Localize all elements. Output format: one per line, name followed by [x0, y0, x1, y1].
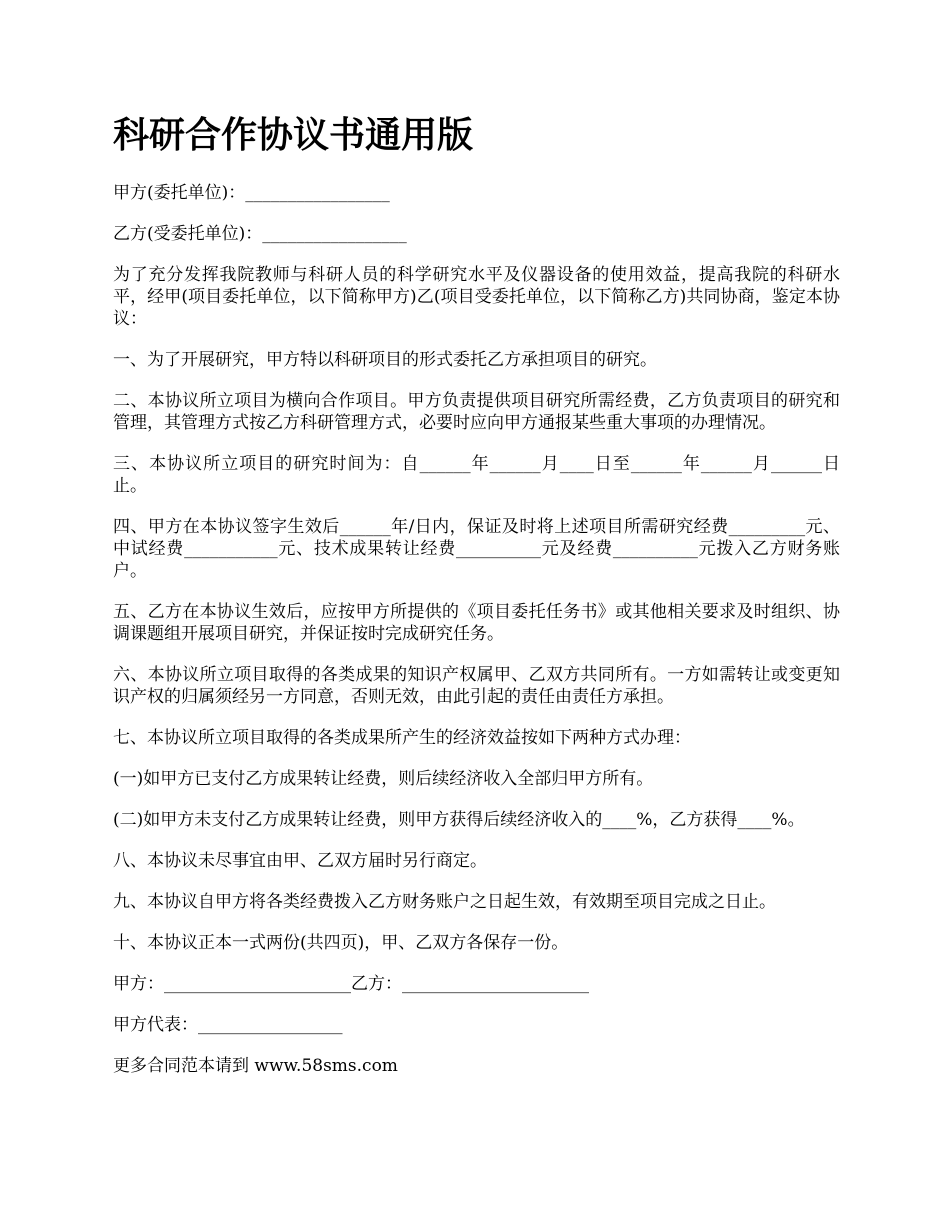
footer-link-text: 更多合同范本请到 www.58sms.com: [113, 1056, 398, 1076]
clause-7-item-2: (二)如甲方未支付乙方成果转让经费，则甲方获得后续经济收入的____%，乙方获得____%。: [113, 810, 805, 830]
clause-3: 三、本协议所立项目的研究时间为：自______年______月____日至______年______月______日止。: [113, 454, 840, 496]
clause-2: 二、本协议所立项目为横向合作项目。甲方负责提供项目研究所需经费，乙方负责项目的研究和管理，其管理方式按乙方科研管理方式，必要时应向甲方通报某些重大事项的办理情况。: [113, 391, 840, 433]
party-a-line: 甲方(委托单位)：_________________: [113, 183, 390, 203]
party-b-line: 乙方(受委托单位)：_________________: [113, 224, 407, 244]
clause-7-item-1: (一)如甲方已支付乙方成果转让经费，则后续经济收入全部归甲方所有。: [113, 769, 654, 789]
clause-10: 十、本协议正本一式两份(共四页)，甲、乙双方各保存一份。: [113, 933, 569, 953]
clause-8: 八、本协议未尽事宜由甲、乙双方届时另行商定。: [113, 851, 487, 871]
clause-1: 一、为了开展研究，甲方特以科研项目的形式委托乙方承担项目的研究。: [113, 350, 657, 370]
signature-line: 甲方：______________________乙方：______________________: [113, 974, 589, 994]
clause-4: 四、甲方在本协议签字生效后______年/日内，保证及时将上述项目所需研究经费_________元、中试经费___________元、技术成果转让经费__________元及经费__________元拨入乙方财务账户。: [113, 517, 840, 581]
clause-7: 七、本协议所立项目取得的各类成果所产生的经济效益按如下两种方式办理：: [113, 728, 691, 748]
clause-5: 五、乙方在本协议生效后，应按甲方所提供的《项目委托任务书》或其他相关要求及时组织、协调课题组开展项目研究，并保证按时完成研究任务。: [113, 602, 840, 644]
clause-9: 九、本协议自甲方将各类经费拨入乙方财务账户之日起生效，有效期至项目完成之日止。: [113, 892, 776, 912]
party-a-representative-line: 甲方代表：_________________: [113, 1015, 343, 1035]
document-title: 科研合作协议书通用版: [113, 115, 474, 156]
clause-6: 六、本协议所立项目取得的各类成果的知识产权属甲、乙双方共同所有。一方如需转让或变更知识产权的归属须经另一方同意，否则无效，由此引起的责任由责任方承担。: [113, 665, 840, 707]
preamble-paragraph: 为了充分发挥我院教师与科研人员的科学研究水平及仪器设备的使用效益，提高我院的科研水平，经甲(项目委托单位，以下简称甲方)乙(项目受委托单位，以下简称乙方)共同协商，鉴定本协议：: [113, 265, 840, 329]
